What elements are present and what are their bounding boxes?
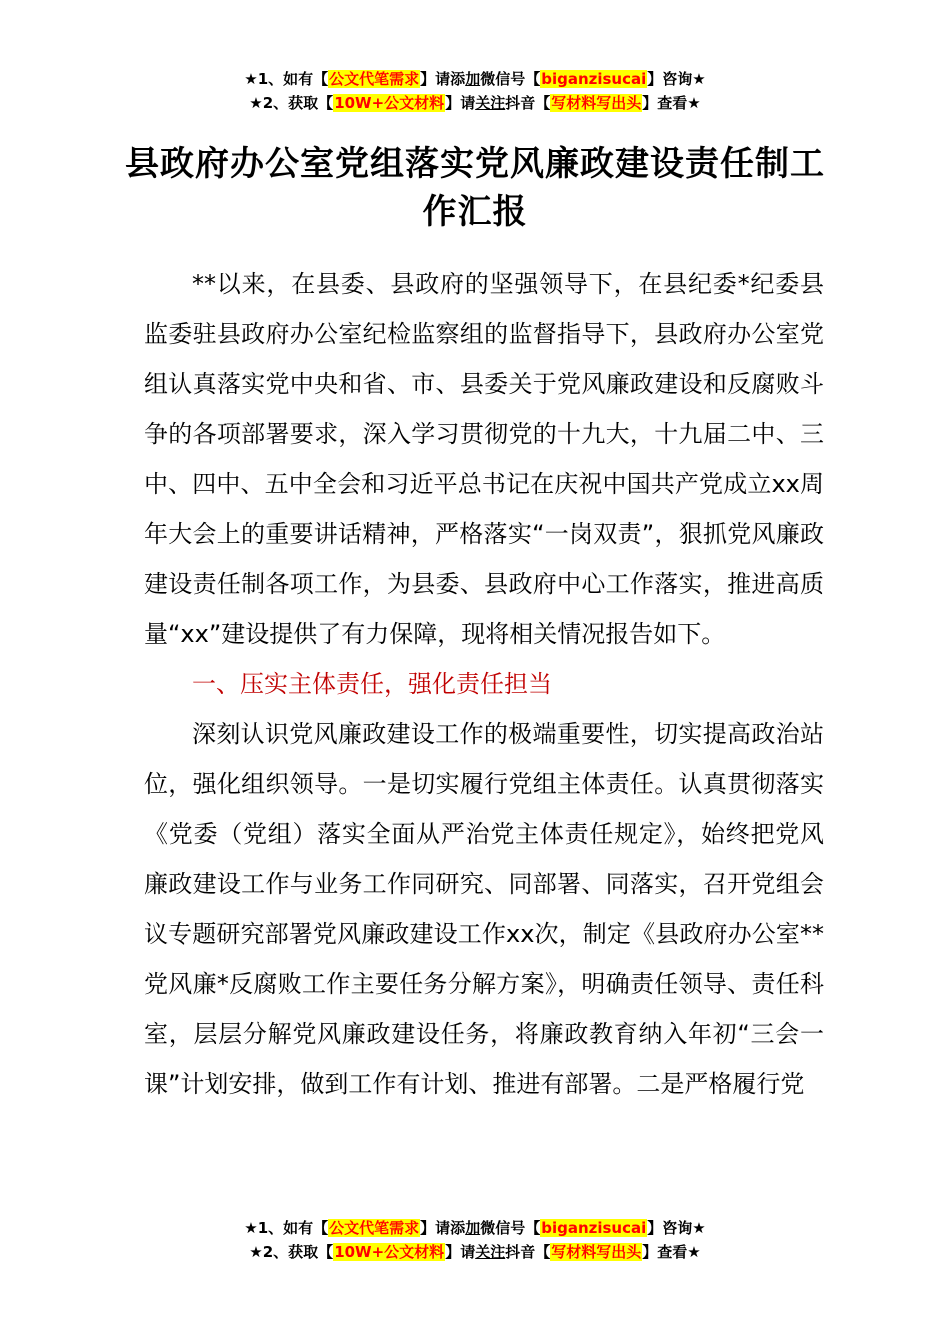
promo-text: 】请添 — [420, 1219, 466, 1237]
promo-highlight: biganzisucai — [541, 70, 647, 88]
promo-banner-bottom — [0, 1216, 950, 1264]
promo-line-1 — [0, 1216, 950, 1240]
promo-highlight: 公文代笔需求 — [329, 70, 420, 88]
document-title: 县政府办公室党组落实党风廉政建设责任制工作汇报 — [125, 144, 825, 232]
section-heading: 一、压实主体责任，强化责任担当 — [192, 670, 552, 698]
promo-emphasis: 关注 — [475, 94, 506, 112]
promo-line-2 — [0, 1240, 950, 1264]
promo-highlight: biganzisucai — [541, 1219, 647, 1237]
promo-text: 】咨询★ — [647, 70, 706, 88]
promo-emphasis: 加 — [465, 1219, 481, 1237]
promo-text: 抖音【 — [505, 1243, 551, 1261]
promo-highlight: 写材料写出头 — [551, 94, 642, 112]
promo-text: 】咨询★ — [647, 1219, 706, 1237]
promo-line-1 — [0, 67, 950, 91]
promo-emphasis: 加 — [465, 70, 481, 88]
promo-text: ★2、获取【 — [249, 94, 334, 112]
promo-text: ★1、如有【 — [244, 70, 329, 88]
promo-highlight: 公文代笔需求 — [329, 1219, 420, 1237]
promo-banner-top — [0, 67, 950, 115]
document-body — [144, 259, 824, 1109]
promo-highlight: 写材料写出头 — [551, 1243, 642, 1261]
promo-text: ★2、获取【 — [249, 1243, 334, 1261]
promo-text: 微信号【 — [480, 1219, 541, 1237]
promo-line-2 — [0, 91, 950, 115]
promo-text: 】查看★ — [642, 1243, 701, 1261]
promo-highlight: 10W+公文材料 — [334, 94, 445, 112]
promo-highlight: 10W+公文材料 — [334, 1243, 445, 1261]
body-paragraph: 深刻认识党风廉政建设工作的极端重要性，切实提高政治站位，强化组织领导。一是切实履行党组主体责任。认真贯彻落实《党委（党组）落实全面从严治党主体责任规定》，始终把党风廉政建设工作与业务工作同研究、同部署、同落实，召开党组会议专题研究部署党风廉政建设工作xx次，制定《县政府办公室**党风廉*反腐败工作主要任务分解方案》，明确责任领导、责任科室，层层分解党风廉政建设任务，将廉政教育纳入年初“三会一课”计划安排，做到工作有计划、推进有部署。二是严格履行党 — [144, 720, 824, 1098]
body-paragraph: **以来，在县委、县政府的坚强领导下，在县纪委*纪委县监委驻县政府办公室纪检监察组的监督指导下，县政府办公室党组认真落实党中央和省、市、县委关于党风廉政建设和反腐败斗争的各项部署要求，深入学习贯彻党的十九大，十九届二中、三中、四中、五中全会和习近平总书记在庆祝中国共产党成立xx周年大会上的重要讲话精神，严格落实“一岗双责”，狠抓党风廉政建设责任制各项工作，为县委、县政府中心工作落实，推进高质量“xx”建设提供了有力保障，现将相关情况报告如下。 — [144, 270, 824, 648]
promo-text: 】查看★ — [642, 94, 701, 112]
promo-text: ★1、如有【 — [244, 1219, 329, 1237]
promo-text: 】请添 — [420, 70, 466, 88]
promo-emphasis: 关注 — [475, 1243, 506, 1261]
promo-text: 】请 — [445, 94, 476, 112]
promo-text: 微信号【 — [480, 70, 541, 88]
promo-text: 抖音【 — [505, 94, 551, 112]
promo-text: 】请 — [445, 1243, 476, 1261]
